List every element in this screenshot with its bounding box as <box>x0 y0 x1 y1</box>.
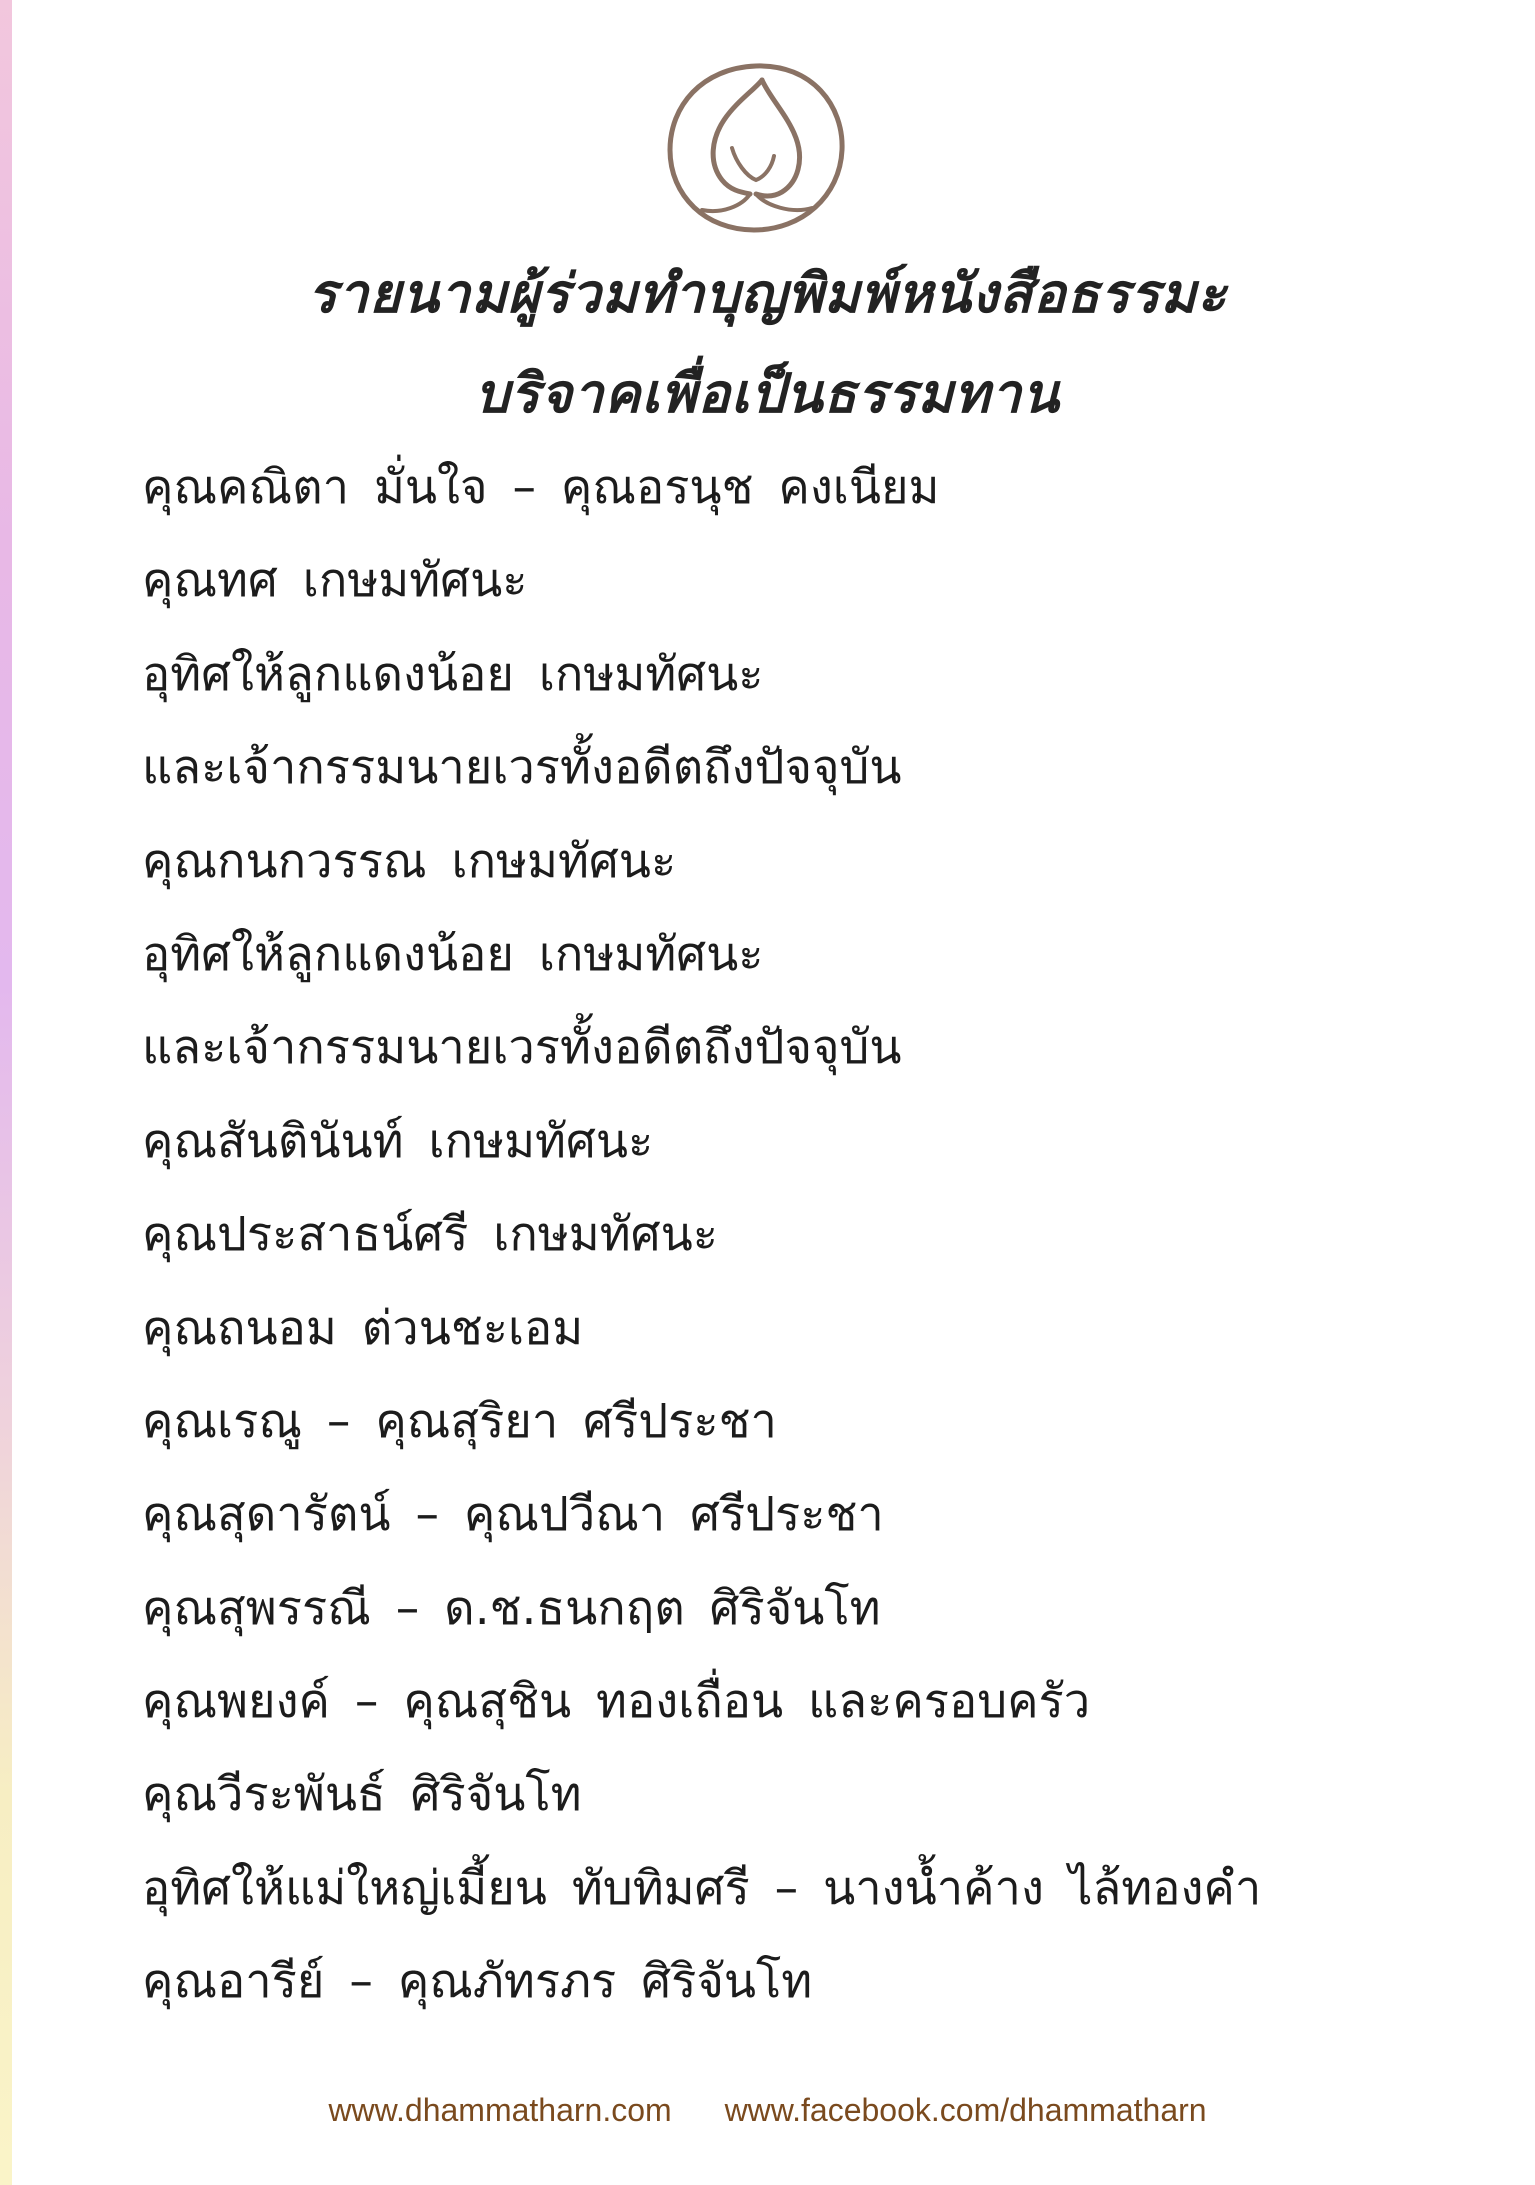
donor-line: คุณคณิตา มั่นใจ – คุณอรนุช คงเนียม <box>142 460 940 515</box>
donor-line: คุณถนอม ต่วนชะเอม <box>142 1300 584 1356</box>
page-subtitle: บริจาคเพื่อเป็นธรรมทาน <box>475 361 1060 425</box>
donor-line: คุณเรณู – คุณสุริยา ศรีประชา <box>142 1393 777 1449</box>
facebook-link[interactable]: www.facebook.com/dhammatharn <box>724 2092 1207 2128</box>
donor-line: คุณอารีย์ – คุณภัทรภร ศิริจันโท <box>142 1954 813 2010</box>
donor-list <box>142 453 1261 2041</box>
donor-line: คุณสันตินันท์ เกษมทัศนะ <box>142 1113 654 1169</box>
donor-line: และเจ้ากรรมนายเวรทั้งอดีตถึงปัจจุบัน <box>142 740 902 796</box>
donor-line: คุณสุพรรณี – ด.ช.ธนกฤต ศิริจันโท <box>142 1580 881 1636</box>
donor-line: คุณประสาธน์ศรี เกษมทัศนะ <box>142 1207 718 1263</box>
donor-line: อุทิศให้ลูกแดงน้อย เกษมทัศนะ <box>142 646 764 702</box>
donor-line: อุทิศให้แม่ใหญ่เมี้ยน ทับทิมศรี – นางน้ำค้าง ไล้ทองคำ <box>142 1860 1262 1916</box>
page-title: รายนามผู้ร่วมทำบุญพิมพ์หนังสือธรรมะ <box>307 261 1228 325</box>
donor-line: คุณทศ เกษมทัศนะ <box>142 553 528 609</box>
website-link[interactable]: www.dhammatharn.com <box>328 2092 672 2128</box>
donor-line: อุทิศให้ลูกแดงน้อย เกษมทัศนะ <box>142 926 764 982</box>
donor-line: คุณสุดารัตน์ – คุณปวีณา ศรีประชา <box>142 1487 884 1543</box>
donor-line: คุณกนกวรรณ เกษมทัศนะ <box>142 833 677 889</box>
donor-line: คุณพยงค์ – คุณสุชิน ทองเถื่อน และครอบครัว <box>142 1674 1091 1730</box>
footer <box>0 2092 1535 2129</box>
bodhi-leaf-icon <box>662 58 850 238</box>
donor-line: คุณวีระพันธ์ ศิริจันโท <box>142 1767 582 1823</box>
donor-line: และเจ้ากรรมนายเวรทั้งอดีตถึงปัจจุบัน <box>142 1020 902 1076</box>
